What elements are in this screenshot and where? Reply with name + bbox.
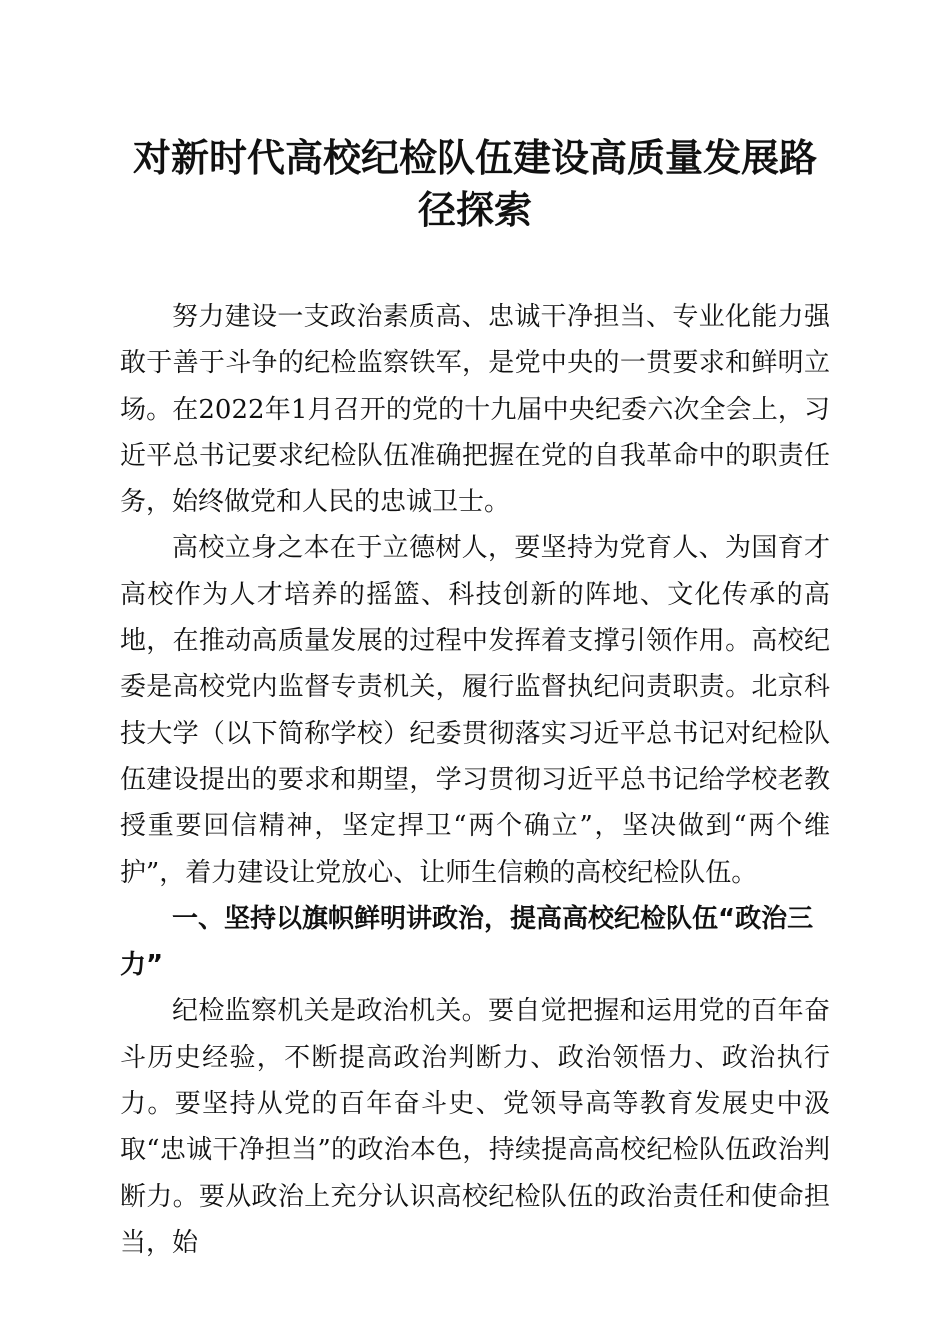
paragraph-section-1: 纪检监察机关是政治机关。要自觉把握和运用党的百年奋斗历史经验，不断提高政治判断力、政治领悟力、政治执行力。要坚持从党的百年奋斗史、党领导高等教育发展史中汲取“忠诚干净担当”的政治本色，持续提高高校纪检队伍政治判断力。要从政治上充分认识高校纪检队伍的政治责任和使命担当，始 (120, 996, 830, 1258)
paragraph-university: 高校立身之本在于立德树人，要坚持为党育人、为国育才高校作为人才培养的摇篮、科技创新的阵地、文化传承的高地，在推动高质量发展的过程中发挥着支撑引领作用。高校纪委是高校党内监督专责机关，履行监督执纪问责职责。北京科技大学（以下简称学校）纪委贯彻落实习近平总书记对纪检队伍建设提出的要求和期望，学习贯彻习近平总书记给学校老教授重要回信精神，坚定捍卫“两个确立”，坚决做到“两个维护”，着力建设让党放心、让师生信赖的高校纪检队伍。 (120, 533, 830, 888)
document-title: 对新时代高校纪检队伍建设高质量发展路径探索 (132, 135, 817, 232)
document-page (120, 132, 830, 1266)
paragraph-intro: 努力建设一支政治素质高、忠诚干净担当、专业化能力强敢于善于斗争的纪检监察铁军，是党中央的一贯要求和鲜明立场。在2022年1月召开的党的十九届中央纪委六次全会上，习近平总书记要求纪检队伍准确把握在党的自我革命中的职责任务，始终做党和人民的忠诚卫士。 (120, 302, 830, 518)
section-heading-1: 一、坚持以旗帜鲜明讲政治，提高高校纪检队伍“政治三力” (120, 903, 814, 981)
